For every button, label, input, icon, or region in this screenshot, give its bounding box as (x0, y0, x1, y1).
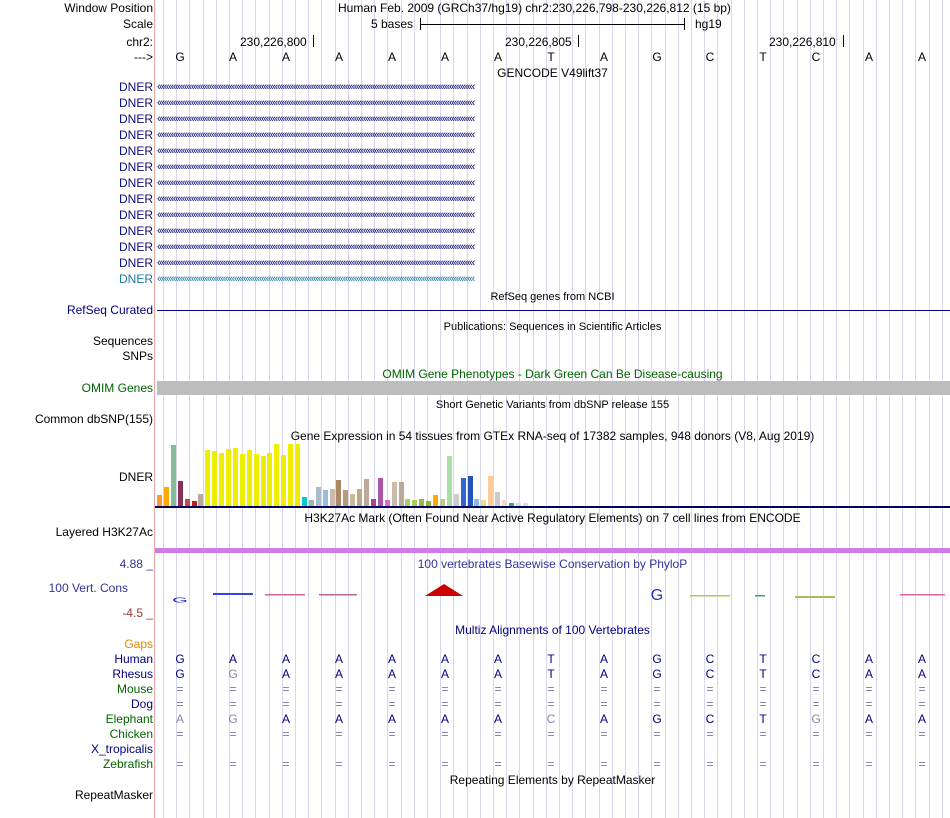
gtex-tissue-bar[interactable] (488, 476, 493, 506)
alignment-base: A (599, 667, 608, 681)
species-label[interactable]: Chicken (109, 727, 153, 741)
gencode-gene-label[interactable]: DNER (118, 240, 153, 254)
gtex-tissue-bar[interactable] (267, 453, 272, 506)
gtex-tissue-bar[interactable] (433, 495, 438, 506)
multiz-track-title: Multiz Alignments of 100 Vertebrates (455, 623, 650, 637)
alignment-base: = (441, 757, 449, 771)
alignment-base: = (282, 757, 290, 771)
reference-base: A (599, 50, 608, 64)
reference-base: A (864, 50, 873, 64)
alignment-base: = (547, 757, 555, 771)
snps-track-label[interactable]: SNPs (122, 349, 153, 363)
coord-tick (843, 35, 844, 47)
alignment-base: = (441, 727, 449, 741)
gtex-tissue-bar[interactable] (447, 456, 452, 506)
publications-track-title: Publications: Sequences in Scientific Articles (443, 321, 662, 333)
alignment-base: = (600, 682, 608, 696)
alignment-base: A (599, 652, 608, 666)
gtex-tissue-bar[interactable] (392, 482, 397, 506)
alignment-base: T (547, 652, 555, 666)
alignment-base: = (494, 697, 502, 711)
alignment-base: = (706, 757, 714, 771)
alignment-base: = (229, 757, 237, 771)
refseq-gene-line[interactable] (157, 310, 950, 311)
phylop-base-g: G (650, 587, 664, 604)
gencode-transcript[interactable]: ‹‹‹‹‹‹‹‹‹‹‹‹‹‹‹‹‹‹‹‹‹‹‹‹‹‹‹‹‹‹‹‹‹‹‹‹‹‹‹‹‹‹‹‹‹‹‹‹‹‹‹‹‹‹‹‹‹‹‹‹‹‹‹‹‹‹‹‹‹‹‹‹‹‹‹‹‹‹‹‹‹‹‹‹‹‹‹‹‹‹‹‹‹‹‹‹‹‹‹‹‹‹‹‹‹‹‹‹‹‹‹‹‹‹‹‹‹‹‹‹‹‹‹‹‹‹‹‹‹‹‹‹‹‹‹‹‹‹‹‹ (157, 241, 474, 253)
reference-base: T (547, 50, 555, 64)
gtex-tissue-bar[interactable] (240, 454, 245, 506)
alignment-base: = (812, 682, 820, 696)
gencode-transcript[interactable]: ‹‹‹‹‹‹‹‹‹‹‹‹‹‹‹‹‹‹‹‹‹‹‹‹‹‹‹‹‹‹‹‹‹‹‹‹‹‹‹‹‹‹‹‹‹‹‹‹‹‹‹‹‹‹‹‹‹‹‹‹‹‹‹‹‹‹‹‹‹‹‹‹‹‹‹‹‹‹‹‹‹‹‹‹‹‹‹‹‹‹‹‹‹‹‹‹‹‹‹‹‹‹‹‹‹‹‹‹‹‹‹‹‹‹‹‹‹‹‹‹‹‹‹‹‹‹‹‹‹‹‹‹‹‹‹‹‹‹‹‹ (157, 97, 474, 109)
alignment-base: A (493, 712, 502, 726)
alignment-base: = (759, 697, 767, 711)
gencode-gene-label[interactable]: DNER (118, 256, 153, 270)
gencode-transcript[interactable]: ‹‹‹‹‹‹‹‹‹‹‹‹‹‹‹‹‹‹‹‹‹‹‹‹‹‹‹‹‹‹‹‹‹‹‹‹‹‹‹‹‹‹‹‹‹‹‹‹‹‹‹‹‹‹‹‹‹‹‹‹‹‹‹‹‹‹‹‹‹‹‹‹‹‹‹‹‹‹‹‹‹‹‹‹‹‹‹‹‹‹‹‹‹‹‹‹‹‹‹‹‹‹‹‹‹‹‹‹‹‹‹‹‹‹‹‹‹‹‹‹‹‹‹‹‹‹‹‹‹‹‹‹‹‹‹‹‹‹‹‹ (157, 257, 474, 269)
gencode-gene-label[interactable]: DNER (118, 272, 153, 286)
gtex-tissue-bar[interactable] (454, 494, 459, 506)
omim-track-label[interactable]: OMIM Genes (81, 381, 153, 395)
h3k27ac-track-label[interactable]: Layered H3K27Ac (55, 525, 153, 539)
gencode-gene-label[interactable]: DNER (118, 80, 153, 94)
conservation-ymax: 4.88 _ (119, 557, 153, 571)
alignment-base: A (281, 667, 290, 681)
alignment-base: C (705, 667, 715, 681)
gtex-tissue-bar[interactable] (254, 454, 259, 506)
alignment-base: A (493, 652, 502, 666)
alignment-base: = (759, 682, 767, 696)
phylop-base-a (425, 584, 463, 596)
gtex-tissue-bar[interactable] (288, 444, 293, 506)
dbsnp-track-title: Short Genetic Variants from dbSNP release 155 (435, 399, 670, 411)
alignment-base: A (440, 712, 449, 726)
gencode-transcript[interactable]: ‹‹‹‹‹‹‹‹‹‹‹‹‹‹‹‹‹‹‹‹‹‹‹‹‹‹‹‹‹‹‹‹‹‹‹‹‹‹‹‹‹‹‹‹‹‹‹‹‹‹‹‹‹‹‹‹‹‹‹‹‹‹‹‹‹‹‹‹‹‹‹‹‹‹‹‹‹‹‹‹‹‹‹‹‹‹‹‹‹‹‹‹‹‹‹‹‹‹‹‹‹‹‹‹‹‹‹‹‹‹‹‹‹‹‹‹‹‹‹‹‹‹‹‹‹‹‹‹‹‹‹‹‹‹‹‹‹‹‹‹ (157, 113, 474, 125)
alignment-base: = (229, 682, 237, 696)
gencode-gene-label[interactable]: DNER (118, 96, 153, 110)
alignment-base: A (917, 667, 926, 681)
coord-label: 230,226,800 (240, 35, 307, 49)
species-label[interactable]: Dog (130, 697, 153, 711)
species-label[interactable]: Rhesus (112, 667, 153, 681)
alignment-base: = (653, 682, 661, 696)
reference-base: A (440, 50, 449, 64)
gtex-tissue-bar[interactable] (495, 492, 500, 506)
alignment-base: A (917, 712, 926, 726)
gtex-tissue-bar[interactable] (157, 495, 162, 506)
alignment-base: = (812, 697, 820, 711)
species-label[interactable]: X_tropicalis (90, 742, 153, 756)
gencode-transcript[interactable]: ‹‹‹‹‹‹‹‹‹‹‹‹‹‹‹‹‹‹‹‹‹‹‹‹‹‹‹‹‹‹‹‹‹‹‹‹‹‹‹‹‹‹‹‹‹‹‹‹‹‹‹‹‹‹‹‹‹‹‹‹‹‹‹‹‹‹‹‹‹‹‹‹‹‹‹‹‹‹‹‹‹‹‹‹‹‹‹‹‹‹‹‹‹‹‹‹‹‹‹‹‹‹‹‹‹‹‹‹‹‹‹‹‹‹‹‹‹‹‹‹‹‹‹‹‹‹‹‹‹‹‹‹‹‹‹‹‹‹‹‹ (157, 161, 474, 173)
gtex-tissue-bar[interactable] (212, 451, 217, 506)
alignment-base: = (547, 727, 555, 741)
alignment-base: = (335, 682, 343, 696)
gtex-tissue-bar[interactable] (302, 497, 307, 506)
gtex-tissue-bar[interactable] (274, 444, 279, 506)
alignment-base: C (811, 652, 821, 666)
repeatmasker-track-label[interactable]: RepeatMasker (74, 788, 153, 802)
gtex-tissue-bar[interactable] (185, 499, 190, 506)
alignment-base: T (759, 712, 767, 726)
gtex-track-label[interactable]: DNER (118, 470, 153, 484)
gencode-transcript[interactable]: ‹‹‹‹‹‹‹‹‹‹‹‹‹‹‹‹‹‹‹‹‹‹‹‹‹‹‹‹‹‹‹‹‹‹‹‹‹‹‹‹‹‹‹‹‹‹‹‹‹‹‹‹‹‹‹‹‹‹‹‹‹‹‹‹‹‹‹‹‹‹‹‹‹‹‹‹‹‹‹‹‹‹‹‹‹‹‹‹‹‹‹‹‹‹‹‹‹‹‹‹‹‹‹‹‹‹‹‹‹‹‹‹‹‹‹‹‹‹‹‹‹‹‹‹‹‹‹‹‹‹‹‹‹‹‹‹‹‹‹‹ (157, 145, 474, 157)
alignment-base: G (652, 652, 662, 666)
alignment-base: A (864, 652, 873, 666)
alignment-base: = (653, 697, 661, 711)
strand-label: ---> (134, 50, 153, 64)
omim-gene-bar[interactable] (157, 381, 950, 395)
coord-tick (313, 35, 314, 47)
gencode-gene-label[interactable]: DNER (118, 144, 153, 158)
gencode-transcript[interactable]: ‹‹‹‹‹‹‹‹‹‹‹‹‹‹‹‹‹‹‹‹‹‹‹‹‹‹‹‹‹‹‹‹‹‹‹‹‹‹‹‹‹‹‹‹‹‹‹‹‹‹‹‹‹‹‹‹‹‹‹‹‹‹‹‹‹‹‹‹‹‹‹‹‹‹‹‹‹‹‹‹‹‹‹‹‹‹‹‹‹‹‹‹‹‹‹‹‹‹‹‹‹‹‹‹‹‹‹‹‹‹‹‹‹‹‹‹‹‹‹‹‹‹‹‹‹‹‹‹‹‹‹‹‹‹‹‹‹‹‹‹ (157, 81, 474, 93)
alignment-base: C (705, 712, 715, 726)
phylop-mark (755, 595, 765, 597)
phylop-mark (319, 594, 357, 596)
reference-base: A (334, 50, 343, 64)
alignment-base: G (228, 667, 238, 681)
alignment-base: = (865, 757, 873, 771)
scale-db: hg19 (695, 17, 722, 31)
alignment-base: = (176, 697, 184, 711)
reference-base: C (811, 50, 821, 64)
alignment-base: G (228, 712, 238, 726)
gencode-gene-label[interactable]: DNER (118, 208, 153, 222)
omim-track-title: OMIM Gene Phenotypes - Dark Green Can Be Disease-causing (382, 367, 723, 381)
gtex-tissue-bar[interactable] (205, 450, 210, 506)
gtex-tissue-bar[interactable] (247, 450, 252, 506)
alignment-base: G (652, 667, 662, 681)
gtex-tissue-bar[interactable] (419, 499, 424, 506)
gtex-tissue-bar[interactable] (226, 449, 231, 506)
alignment-base: = (918, 682, 926, 696)
phylop-mark (690, 595, 730, 597)
gencode-gene-label[interactable]: DNER (118, 192, 153, 206)
repeatmasker-track-title: Repeating Elements by RepeatMasker (449, 773, 656, 787)
alignment-base: = (918, 697, 926, 711)
gtex-tissue-bar[interactable] (357, 489, 362, 506)
alignment-base: = (335, 757, 343, 771)
refseq-track-title: RefSeq genes from NCBI (490, 291, 615, 303)
alignment-base: = (282, 727, 290, 741)
gtex-tissue-bar[interactable] (178, 481, 183, 506)
alignment-base: = (388, 697, 396, 711)
alignment-base: G (175, 667, 185, 681)
alignment-base: C (546, 712, 556, 726)
gtex-tissue-bar[interactable] (330, 489, 335, 506)
gtex-tissue-bar[interactable] (198, 494, 203, 506)
phylop-base-g: G (172, 596, 188, 605)
alignment-base: A (493, 667, 502, 681)
reference-base: G (175, 50, 185, 64)
gtex-tissue-bar[interactable] (164, 487, 169, 506)
gtex-baseline (155, 506, 950, 508)
alignment-base: = (706, 682, 714, 696)
alignment-base: = (282, 697, 290, 711)
alignment-base: C (705, 652, 715, 666)
gencode-gene-label[interactable]: DNER (118, 176, 153, 190)
gtex-tissue-bar[interactable] (336, 480, 341, 506)
alignment-base: A (281, 652, 290, 666)
alignment-base: = (176, 757, 184, 771)
gencode-gene-label[interactable]: DNER (118, 112, 153, 126)
alignment-base: A (281, 712, 290, 726)
alignment-base: A (334, 712, 343, 726)
gencode-gene-label[interactable]: DNER (118, 224, 153, 238)
gtex-tissue-bar[interactable] (295, 444, 300, 506)
alignment-base: G (811, 712, 821, 726)
alignment-base: T (759, 652, 767, 666)
coord-tick (578, 35, 579, 47)
gtex-tissue-bar[interactable] (364, 479, 369, 506)
phylop-mark (213, 593, 253, 595)
alignment-base: = (600, 757, 608, 771)
alignment-base: A (387, 652, 396, 666)
reference-base: A (281, 50, 290, 64)
gtex-tissue-bar[interactable] (461, 478, 466, 506)
alignment-base: G (175, 652, 185, 666)
alignment-base: = (812, 727, 820, 741)
phylop-mark (900, 594, 945, 596)
scale-text: 5 bases (371, 17, 414, 31)
gtex-tissue-bar[interactable] (233, 448, 238, 506)
alignment-base: = (759, 757, 767, 771)
alignment-base: = (918, 727, 926, 741)
species-label[interactable]: Elephant (105, 712, 153, 726)
assembly-position-text: Human Feb. 2009 (GRCh37/hg19) chr2:230,226,798-230,226,812 (15 bp) (338, 1, 731, 15)
scale-label: Scale (122, 17, 153, 31)
reference-base: T (759, 50, 767, 64)
alignment-base: A (917, 652, 926, 666)
gencode-transcript[interactable]: ‹‹‹‹‹‹‹‹‹‹‹‹‹‹‹‹‹‹‹‹‹‹‹‹‹‹‹‹‹‹‹‹‹‹‹‹‹‹‹‹‹‹‹‹‹‹‹‹‹‹‹‹‹‹‹‹‹‹‹‹‹‹‹‹‹‹‹‹‹‹‹‹‹‹‹‹‹‹‹‹‹‹‹‹‹‹‹‹‹‹‹‹‹‹‹‹‹‹‹‹‹‹‹‹‹‹‹‹‹‹‹‹‹‹‹‹‹‹‹‹‹‹‹‹‹‹‹‹‹‹‹‹‹‹‹‹‹‹‹‹ (157, 225, 474, 237)
gtex-tissue-bar[interactable] (281, 455, 286, 506)
alignment-base: = (653, 727, 661, 741)
conservation-track-title: 100 vertebrates Basewise Conservation by PhyloP (417, 557, 688, 571)
alignment-base: = (865, 697, 873, 711)
gencode-transcript[interactable]: ‹‹‹‹‹‹‹‹‹‹‹‹‹‹‹‹‹‹‹‹‹‹‹‹‹‹‹‹‹‹‹‹‹‹‹‹‹‹‹‹‹‹‹‹‹‹‹‹‹‹‹‹‹‹‹‹‹‹‹‹‹‹‹‹‹‹‹‹‹‹‹‹‹‹‹‹‹‹‹‹‹‹‹‹‹‹‹‹‹‹‹‹‹‹‹‹‹‹‹‹‹‹‹‹‹‹‹‹‹‹‹‹‹‹‹‹‹‹‹‹‹‹‹‹‹‹‹‹‹‹‹‹‹‹‹‹‹‹‹‹ (157, 273, 474, 285)
alignment-base: = (865, 682, 873, 696)
gtex-tissue-bar[interactable] (399, 482, 404, 506)
alignment-base: = (706, 697, 714, 711)
alignment-base: = (494, 727, 502, 741)
gtex-tissue-bar[interactable] (378, 478, 383, 506)
alignment-base: = (812, 757, 820, 771)
alignment-base: = (176, 727, 184, 741)
alignment-base: = (388, 682, 396, 696)
reference-base: A (387, 50, 396, 64)
gencode-transcript[interactable]: ‹‹‹‹‹‹‹‹‹‹‹‹‹‹‹‹‹‹‹‹‹‹‹‹‹‹‹‹‹‹‹‹‹‹‹‹‹‹‹‹‹‹‹‹‹‹‹‹‹‹‹‹‹‹‹‹‹‹‹‹‹‹‹‹‹‹‹‹‹‹‹‹‹‹‹‹‹‹‹‹‹‹‹‹‹‹‹‹‹‹‹‹‹‹‹‹‹‹‹‹‹‹‹‹‹‹‹‹‹‹‹‹‹‹‹‹‹‹‹‹‹‹‹‹‹‹‹‹‹‹‹‹‹‹‹‹‹‹‹‹ (157, 129, 474, 141)
alignment-base: A (440, 652, 449, 666)
coord-label: 230,226,805 (505, 35, 572, 49)
gencode-gene-label[interactable]: DNER (118, 160, 153, 174)
gencode-track-title: GENCODE V49lift37 (497, 66, 608, 80)
alignment-base: A (440, 667, 449, 681)
alignment-base: = (706, 727, 714, 741)
species-label[interactable]: Mouse (116, 682, 153, 696)
publications-track-label[interactable]: Sequences (92, 334, 153, 348)
h3k27ac-signal[interactable] (155, 548, 950, 553)
alignment-base: T (759, 667, 767, 681)
alignment-base: = (229, 697, 237, 711)
gtex-track-title: Gene Expression in 54 tissues from GTEx RNA-seq of 17382 samples, 948 donors (V8, Aug 2019) (290, 429, 815, 443)
reference-base: A (493, 50, 502, 64)
alignment-base: = (388, 757, 396, 771)
alignment-base: T (547, 667, 555, 681)
alignment-base: = (494, 682, 502, 696)
alignment-base: A (175, 712, 184, 726)
alignment-base: = (441, 682, 449, 696)
gtex-tissue-bar[interactable] (468, 476, 473, 506)
alignment-base: = (918, 757, 926, 771)
gtex-tissue-bar[interactable] (474, 499, 479, 506)
phylop-mark (265, 594, 305, 596)
scale-bar (420, 24, 684, 25)
alignment-base: A (228, 652, 237, 666)
alignment-base: = (653, 757, 661, 771)
gtex-tissue-bar[interactable] (323, 490, 328, 506)
gtex-tissue-bar[interactable] (261, 456, 266, 506)
alignment-base: = (547, 682, 555, 696)
refseq-track-label[interactable]: RefSeq Curated (66, 303, 153, 317)
alignment-base: A (387, 667, 396, 681)
gtex-tissue-bar[interactable] (350, 494, 355, 506)
gtex-tissue-bar[interactable] (316, 487, 321, 506)
alignment-base: = (865, 727, 873, 741)
reference-base: C (705, 50, 715, 64)
alignment-base: = (759, 727, 767, 741)
alignment-base: = (600, 697, 608, 711)
reference-base: A (917, 50, 926, 64)
alignment-base: A (387, 712, 396, 726)
h3k27ac-track-title: H3K27Ac Mark (Often Found Near Active Regulatory Elements) on 7 cell lines from ENCODE (304, 511, 801, 525)
alignment-base: = (282, 682, 290, 696)
gtex-tissue-bar[interactable] (440, 499, 445, 506)
gencode-gene-label[interactable]: DNER (118, 128, 153, 142)
gtex-tissue-bar[interactable] (171, 445, 176, 506)
gencode-transcript[interactable]: ‹‹‹‹‹‹‹‹‹‹‹‹‹‹‹‹‹‹‹‹‹‹‹‹‹‹‹‹‹‹‹‹‹‹‹‹‹‹‹‹‹‹‹‹‹‹‹‹‹‹‹‹‹‹‹‹‹‹‹‹‹‹‹‹‹‹‹‹‹‹‹‹‹‹‹‹‹‹‹‹‹‹‹‹‹‹‹‹‹‹‹‹‹‹‹‹‹‹‹‹‹‹‹‹‹‹‹‹‹‹‹‹‹‹‹‹‹‹‹‹‹‹‹‹‹‹‹‹‹‹‹‹‹‹‹‹‹‹‹‹ (157, 209, 474, 221)
gaps-label: Gaps (124, 637, 153, 651)
alignment-base: = (388, 727, 396, 741)
gtex-tissue-bar[interactable] (219, 453, 224, 506)
gencode-transcript[interactable]: ‹‹‹‹‹‹‹‹‹‹‹‹‹‹‹‹‹‹‹‹‹‹‹‹‹‹‹‹‹‹‹‹‹‹‹‹‹‹‹‹‹‹‹‹‹‹‹‹‹‹‹‹‹‹‹‹‹‹‹‹‹‹‹‹‹‹‹‹‹‹‹‹‹‹‹‹‹‹‹‹‹‹‹‹‹‹‹‹‹‹‹‹‹‹‹‹‹‹‹‹‹‹‹‹‹‹‹‹‹‹‹‹‹‹‹‹‹‹‹‹‹‹‹‹‹‹‹‹‹‹‹‹‹‹‹‹‹‹‹‹ (157, 193, 474, 205)
gtex-tissue-bar[interactable] (371, 499, 376, 506)
dbsnp-track-label[interactable]: Common dbSNP(155) (34, 412, 153, 426)
alignment-base: = (229, 727, 237, 741)
gtex-tissue-bar[interactable] (405, 499, 410, 506)
reference-base: A (228, 50, 237, 64)
species-label[interactable]: Human (114, 652, 153, 666)
alignment-base: A (864, 712, 873, 726)
window-position-label: Window Position (64, 1, 153, 15)
species-label[interactable]: Zebrafish (102, 757, 153, 771)
scale-bar-right-tick (684, 18, 685, 30)
alignment-base: = (600, 727, 608, 741)
alignment-base: = (441, 697, 449, 711)
alignment-base: A (599, 712, 608, 726)
gencode-transcript[interactable]: ‹‹‹‹‹‹‹‹‹‹‹‹‹‹‹‹‹‹‹‹‹‹‹‹‹‹‹‹‹‹‹‹‹‹‹‹‹‹‹‹‹‹‹‹‹‹‹‹‹‹‹‹‹‹‹‹‹‹‹‹‹‹‹‹‹‹‹‹‹‹‹‹‹‹‹‹‹‹‹‹‹‹‹‹‹‹‹‹‹‹‹‹‹‹‹‹‹‹‹‹‹‹‹‹‹‹‹‹‹‹‹‹‹‹‹‹‹‹‹‹‹‹‹‹‹‹‹‹‹‹‹‹‹‹‹‹‹‹‹‹ (157, 177, 474, 189)
alignment-base: A (864, 667, 873, 681)
alignment-base: = (547, 697, 555, 711)
gtex-tissue-bar[interactable] (343, 490, 348, 506)
alignment-base: = (494, 757, 502, 771)
coord-label: 230,226,810 (769, 35, 836, 49)
alignment-base: = (176, 682, 184, 696)
alignment-base: A (334, 667, 343, 681)
conservation-ymin: -4.5 _ (122, 606, 153, 620)
chr-label: chr2: (126, 35, 153, 49)
phylop-logo[interactable] (155, 580, 950, 606)
alignment-base: C (811, 667, 821, 681)
alignment-base: = (335, 697, 343, 711)
alignment-base: G (652, 712, 662, 726)
reference-base: G (652, 50, 662, 64)
alignment-base: = (335, 727, 343, 741)
phylop-mark (795, 596, 835, 598)
alignment-base: A (334, 652, 343, 666)
conservation-track-label[interactable]: 100 Vert. Cons (48, 581, 128, 595)
